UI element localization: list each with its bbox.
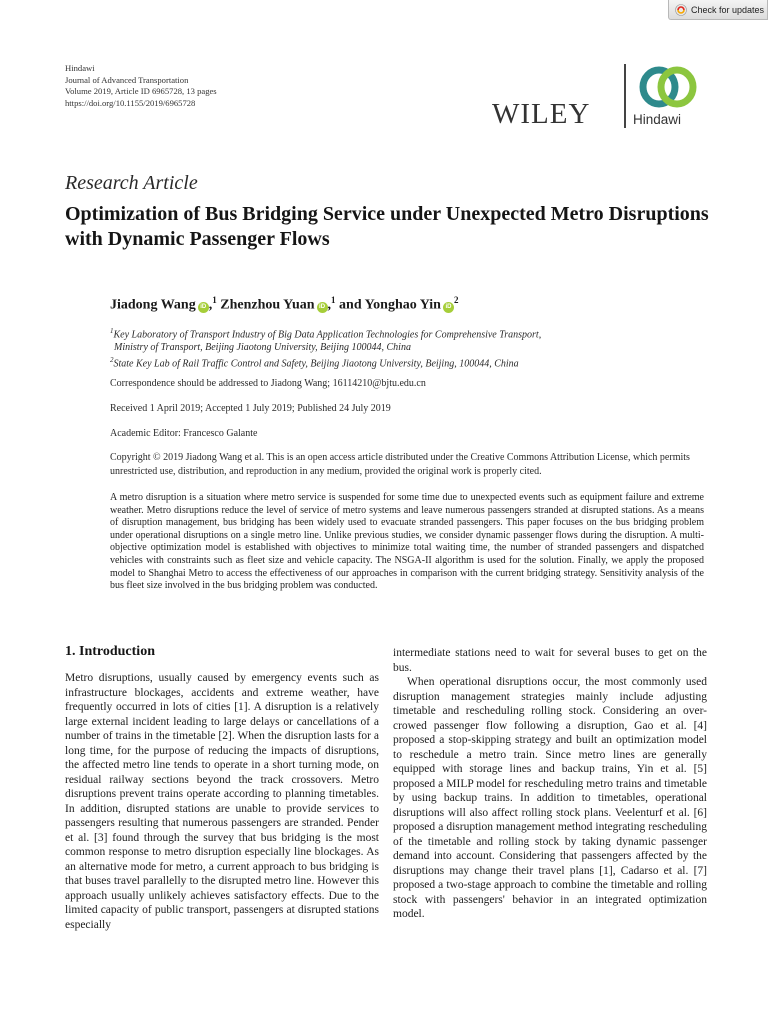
body-paragraph: When operational disruptions occur, the most commonly used disruption management strategies mainly include adjusting timetable and rescheduling rolling stock. Considering an over-crowed passenger flow following a disruption, Gao et al. [4] proposed a stop-skipping strategy and built an optimization model to reschedule a metro train. Since metro lines are generally equipped with storage lines and backup trains, Yin et al. [5] proposed a MILP model for rescheduling metro trains and timetable by using backup trains. In addition to timetables, operational disruptions will also affect rolling stock plans. Veelenturf et al. [6] proposed a disruption management method integrating rescheduling of the timetable and rolling stock by taking dynamic passenger demand into account. Considering that passengers affected by the disruptions may change their travel plans [1], Cadarso et al. [7] proposed a two-stage approach to combine the timetable and rolling stock with passengers' behavior in an integrated optimization model.	[393, 676, 707, 920]
body-column-right	[393, 646, 707, 922]
abstract: A metro disruption is a situation where metro service is suspended for some time due to unexpected events such as equipment failure and extreme weather. Metro disruptions reduce the level of service of metro systems and leave numerous passengers stranded at disrupted stations. As a means of disruption management, bus bridging has been widely used to evacuate stranded passengers. This paper focuses on the bus bridging problem under operational disruptions on a single metro line. Unlike previous studies, we consider dynamic passenger flows during the disruption. A multi-objective optimization model is established with objectives to minimize total waiting time, the number of stranded passengers and dispatched vehicles with constraints such as fleet size and vehicle capacity. The NSGA-II algorithm is used for the solution. Finally, we apply the proposed model to Shanghai Metro to access the effectiveness of our approaches in comparison with the current bridging strategy. Sensitivity analysis of the bus fleet size involved in the bus bridging problem was conducted.	[110, 492, 704, 592]
journal-publisher: Hindawi	[65, 63, 95, 73]
body-paragraph: Metro disruptions, usually caused by emergency events such as infrastructure blockages, accidents and extreme weather, have frequently occurred in lots of cities [1]. A disruption is a relatively large external incident leading to large delays or cancellations of a number of trains in the timetable [2]. When the disruption lasts for a long time, for the purpose of reducing the impacts of disruptions, the affected metro line tends to operate in a short turning mode, on residual railway sections beyond the track crossovers. Metro disruptions prevent trains operate according to planning timetables. In addition, disrupted stations are unable to provide services to passengers resulting that numerous passengers are stranded. Pender et al. [3] found through the survey that bus bridging is the most common response to metro disruption especially line blockages. As an alternative mode for metro, a current approach to bus bridging is that buses travel parallelly to the disrupted metro line. However this approach usually unlikely achieves satisfactory effects. Due to the limited capacity of public transport, passengers at disrupted stations especially	[65, 672, 379, 931]
body-paragraph: intermediate stations need to wait for several buses to get on the bus.	[393, 647, 707, 674]
affiliation-1-line-1: Key Laboratory of Transport Industry of Big Data Application Technologies for Comprehensive Transport,	[113, 329, 542, 341]
article-dates: Received 1 April 2019; Accepted 1 July 2019; Published 24 July 2019	[110, 403, 391, 414]
author-name[interactable]: Jiadong Wang	[110, 297, 196, 313]
wiley-logo: WILEY	[492, 98, 591, 130]
author-separator: ,	[327, 297, 332, 313]
orcid-icon[interactable]: iD	[317, 302, 328, 313]
journal-info	[65, 63, 217, 109]
affiliation-mark: 1	[212, 295, 217, 305]
affiliations	[110, 325, 541, 371]
body-column-left	[65, 643, 379, 932]
affiliation-mark: 1	[110, 327, 114, 335]
journal-name: Journal of Advanced Transportation	[65, 74, 189, 85]
check-updates-icon	[675, 4, 687, 16]
author-name[interactable]: Yonghao Yin	[364, 297, 441, 313]
journal-doi-link[interactable]: https://doi.org/10.1155/2019/6965728	[65, 97, 196, 108]
section-heading-introduction: 1. Introduction	[65, 644, 155, 659]
author-separator-and: and	[335, 297, 365, 313]
author-separator: ,	[208, 297, 213, 313]
affiliation-2: State Key Lab of Rail Traffic Control and Safety, Beijing Jiaotong University, Beijing, 100044, China	[113, 358, 519, 370]
orcid-icon[interactable]: iD	[198, 302, 209, 313]
hindawi-wordmark: Hindawi	[633, 112, 682, 127]
academic-editor: Academic Editor: Francesco Galante	[110, 428, 258, 439]
check-updates-label: Check for updates	[691, 4, 765, 15]
affiliation-mark: 2	[110, 356, 114, 365]
affiliation-1-line-2: Ministry of Transport, Beijing Jiaotong University, Beijing 100044, China	[114, 341, 411, 353]
hindawi-logo-icon	[635, 63, 701, 111]
affiliation-mark: 2	[453, 295, 459, 305]
check-for-updates-button[interactable]	[668, 0, 768, 20]
author-list	[110, 295, 458, 314]
orcid-icon[interactable]: iD	[443, 302, 454, 313]
branding-divider	[624, 64, 626, 128]
article-title: Optimization of Bus Bridging Service under Unexpected Metro Disruptions with Dynamic Passenger Flows	[65, 203, 709, 250]
article-type: Research Article	[65, 172, 198, 194]
journal-volume: Volume 2019, Article ID 6965728, 13 pages	[65, 86, 217, 97]
publisher-branding	[492, 62, 712, 130]
affiliation-mark: 1	[331, 295, 336, 305]
correspondence: Correspondence should be addressed to Jiadong Wang; 16114210@bjtu.edu.cn	[110, 378, 426, 389]
copyright-notice: Copyright © 2019 Jiadong Wang et al. This is an open access article distributed under the Creative Commons Attribution License, which permits unrestricted use, distribution, and reproduction in any medium, provided the original work is properly cited.	[110, 452, 690, 477]
author-name[interactable]: Zhenzhou Yuan	[220, 297, 315, 313]
